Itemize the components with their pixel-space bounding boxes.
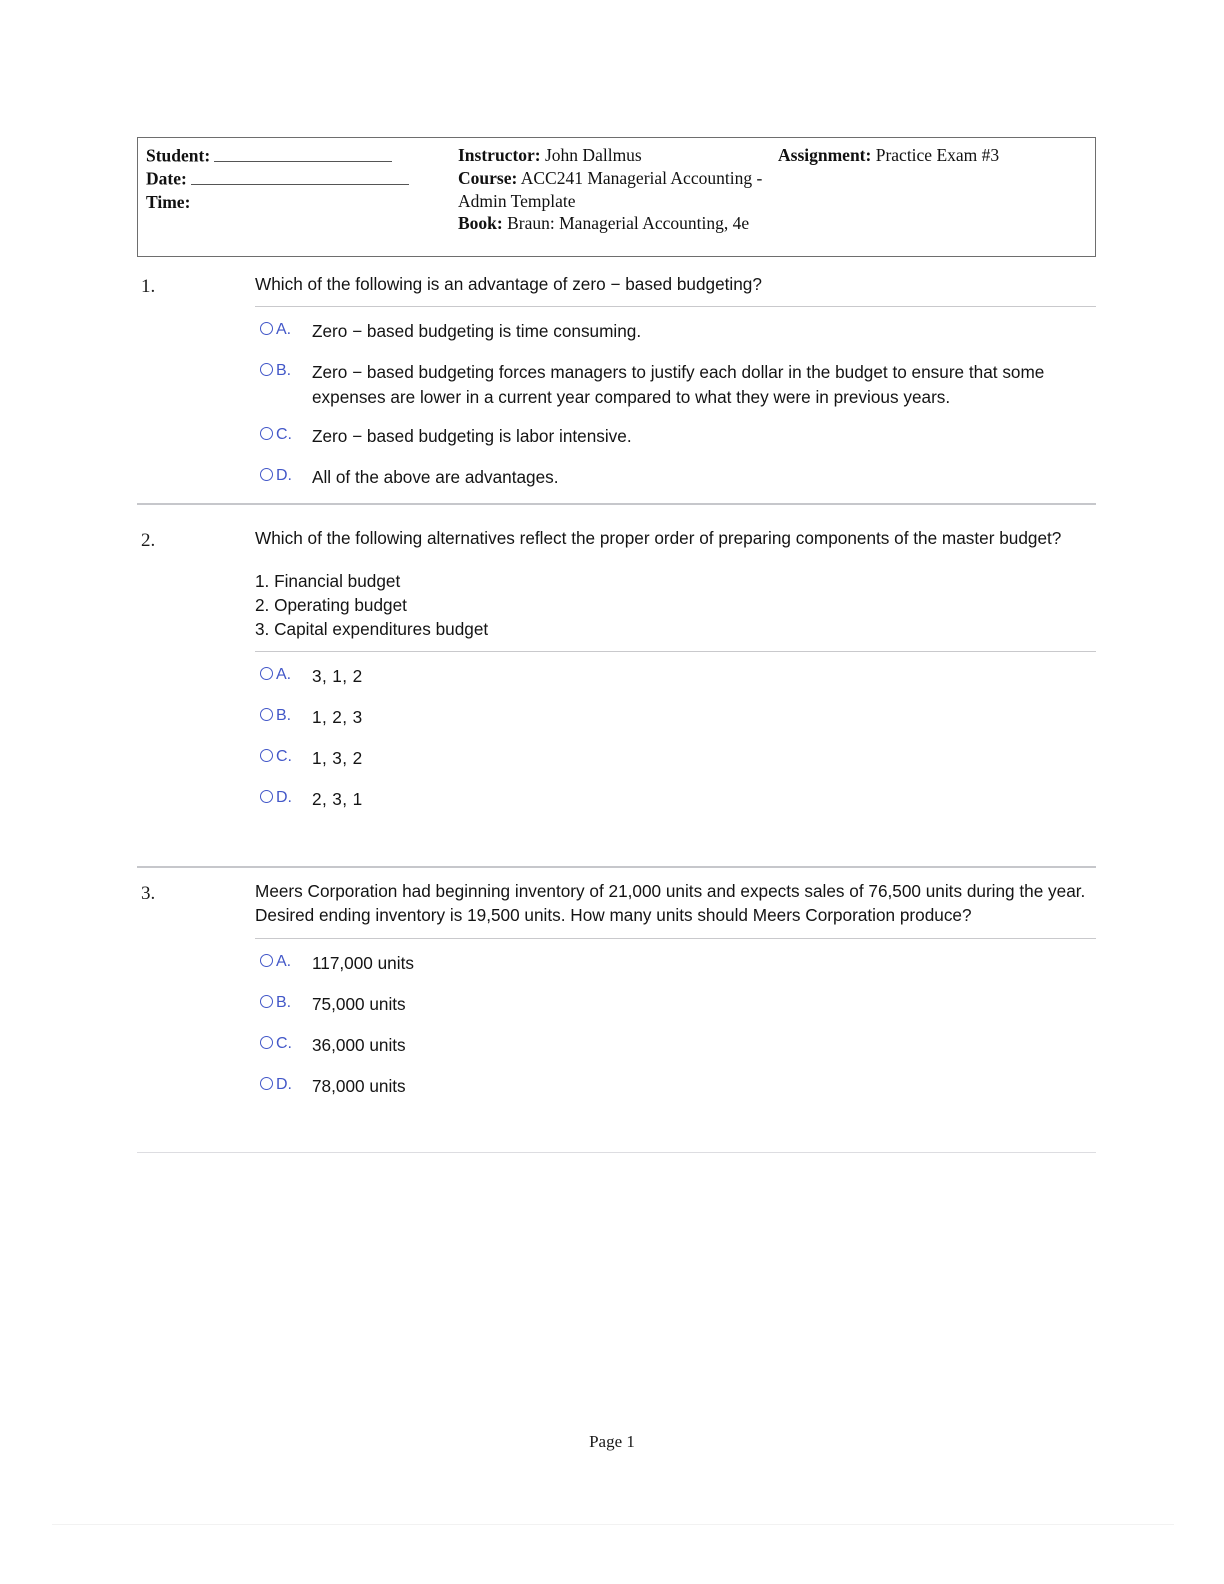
- option-2-b[interactable]: [255, 705, 1096, 731]
- option-3-c[interactable]: [255, 1033, 1096, 1059]
- book-label: Book:: [458, 213, 503, 234]
- page-number-label: Page 1: [589, 1432, 635, 1451]
- page-footer: [0, 1432, 1224, 1452]
- options-list-2: [255, 664, 1096, 813]
- option-text: 75,000 units: [312, 993, 406, 1014]
- radio-icon[interactable]: [260, 427, 273, 440]
- option-letter: C.: [276, 1034, 292, 1052]
- date-label: Date:: [146, 169, 187, 189]
- radio-icon[interactable]: [260, 468, 273, 481]
- option-text: Zero − based budgeting forces managers to justify each dollar in the budget to ensure that some expenses are lower in a current year compared to what they were in previous years.: [312, 362, 1045, 407]
- stem-divider-1: [255, 306, 1096, 307]
- option-text: 3, 1, 2: [312, 666, 363, 687]
- option-letter: D.: [276, 789, 292, 807]
- question-separator-3: [137, 1152, 1096, 1153]
- instructor-value: John Dallmus: [545, 145, 642, 165]
- option-letter: D.: [276, 466, 292, 484]
- option-letter: B.: [276, 707, 292, 725]
- date-row: [146, 167, 456, 190]
- student-label: Student:: [146, 145, 211, 166]
- radio-icon[interactable]: [260, 363, 273, 376]
- option-letter: B.: [276, 993, 292, 1011]
- question-body-2: [255, 526, 1096, 813]
- option-1-d[interactable]: [255, 465, 1096, 491]
- assignment-label: Assignment:: [778, 145, 872, 165]
- radio-icon[interactable]: [260, 1036, 273, 1049]
- question-block-2: [137, 526, 1096, 813]
- option-3-d[interactable]: [255, 1074, 1096, 1100]
- question-number-1: 1.: [141, 276, 156, 297]
- option-text: 1, 3, 2: [312, 748, 363, 769]
- sublist-item: 3. Capital expenditures budget: [255, 618, 489, 639]
- option-letter: A.: [276, 321, 292, 339]
- option-letter: D.: [276, 1075, 292, 1093]
- book-value: Braun: Managerial Accounting, 4e: [507, 213, 750, 234]
- radio-icon[interactable]: [260, 749, 273, 762]
- question-body-3: [255, 879, 1096, 1100]
- option-letter: A.: [276, 666, 292, 684]
- radio-icon[interactable]: [260, 708, 273, 721]
- option-letter: C.: [276, 748, 292, 766]
- header-course-column: [458, 144, 788, 235]
- option-1-b[interactable]: [255, 360, 1096, 408]
- assignment-row: [778, 144, 1088, 167]
- sublist-item: 2. Operating budget: [255, 594, 407, 615]
- question-block-3: [137, 879, 1096, 1100]
- option-2-d[interactable]: [255, 787, 1096, 813]
- option-3-b[interactable]: [255, 992, 1096, 1018]
- question-number-2: 2.: [141, 530, 156, 551]
- time-label: Time:: [146, 191, 191, 212]
- options-list-1: [255, 319, 1096, 490]
- question-stem-3: Meers Corporation had beginning inventory of 21,000 units and expects sales of 76,500 units during the year. Desired ending inventory is 19,500 units. How many units should Meers Corporation produce?: [255, 881, 1086, 926]
- question-separator-1: [137, 503, 1096, 505]
- option-text: Zero − based budgeting is labor intensive.: [312, 425, 632, 446]
- instructor-row: [458, 144, 788, 167]
- radio-icon[interactable]: [260, 995, 273, 1008]
- course-label: Course:: [458, 167, 518, 188]
- radio-icon[interactable]: [260, 790, 273, 803]
- option-text: 1, 2, 3: [312, 707, 363, 728]
- option-letter: C.: [276, 425, 292, 443]
- course-row: [458, 167, 788, 213]
- exam-header-box: [137, 137, 1096, 257]
- assignment-value: Practice Exam #3: [875, 145, 1000, 165]
- book-row: [458, 212, 788, 235]
- date-input-line[interactable]: [191, 167, 409, 185]
- stem-divider-3: [255, 938, 1096, 939]
- option-2-c[interactable]: [255, 746, 1096, 772]
- option-1-c[interactable]: [255, 424, 1096, 450]
- question-stem-2: Which of the following alternatives reflect the proper order of preparing components of the master budget?: [255, 528, 1062, 548]
- option-text: 36,000 units: [312, 1034, 406, 1055]
- option-letter: B.: [276, 362, 292, 380]
- option-text: 2, 3, 1: [312, 789, 363, 810]
- option-3-a[interactable]: [255, 951, 1096, 977]
- time-row: [146, 191, 456, 214]
- question-body-1: [255, 272, 1096, 491]
- radio-icon[interactable]: [260, 1077, 273, 1090]
- question-block-1: [137, 272, 1096, 491]
- header-student-column: [146, 144, 456, 214]
- question-sublist-2: [255, 570, 1096, 641]
- question-stem-1: Which of the following is an advantage of zero − based budgeting?: [255, 274, 762, 294]
- radio-icon[interactable]: [260, 954, 273, 967]
- option-2-a[interactable]: [255, 664, 1096, 690]
- header-assignment-column: [778, 144, 1088, 167]
- options-list-3: [255, 951, 1096, 1100]
- sublist-item: 1. Financial budget: [255, 571, 401, 592]
- option-text: 117,000 units: [312, 952, 414, 973]
- stem-divider-2: [255, 651, 1096, 652]
- radio-icon[interactable]: [260, 322, 273, 335]
- option-text: 78,000 units: [312, 1075, 406, 1096]
- student-input-line[interactable]: [214, 144, 392, 162]
- radio-icon[interactable]: [260, 667, 273, 680]
- page-bottom-edge: [52, 1524, 1174, 1525]
- question-separator-2: [137, 866, 1096, 868]
- option-text: All of the above are advantages.: [312, 466, 559, 487]
- course-value: ACC241 Managerial Accounting - Admin Template: [458, 167, 763, 211]
- option-1-a[interactable]: [255, 319, 1096, 345]
- instructor-label: Instructor:: [458, 145, 541, 165]
- question-number-3: 3.: [141, 883, 156, 904]
- option-letter: A.: [276, 952, 292, 970]
- student-row: [146, 144, 456, 167]
- option-text: Zero − based budgeting is time consuming.: [312, 321, 642, 342]
